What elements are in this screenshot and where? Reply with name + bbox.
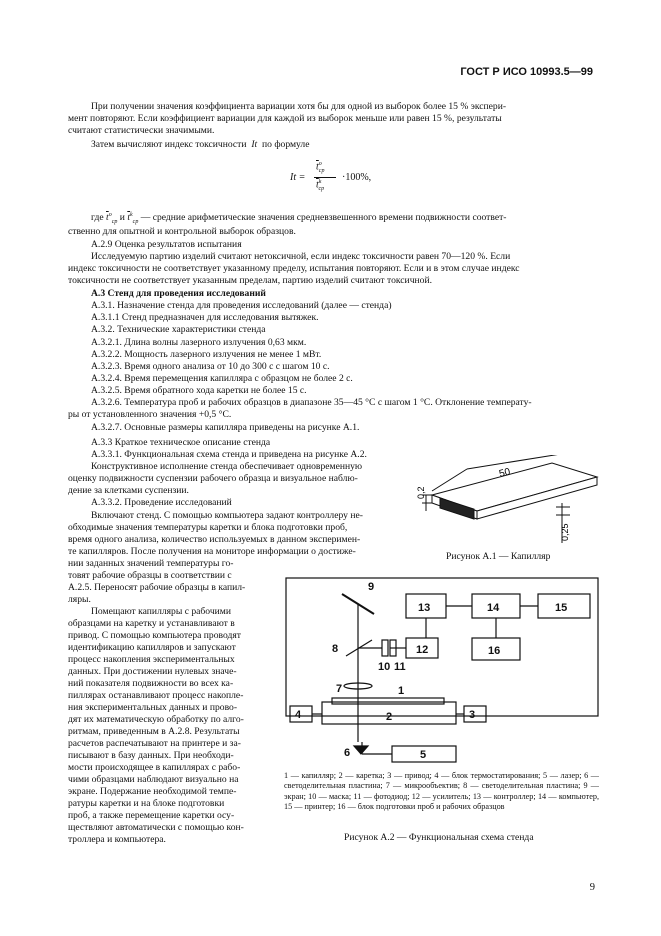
label-8: 8	[332, 643, 339, 655]
section-heading: А.3 Стенд для проведения исследований	[91, 288, 266, 299]
label-16: 16	[488, 645, 501, 657]
paragraph-line: А.3.2.4. Время перемещения капилляра с образцом не более 2 с.	[91, 373, 353, 384]
label-7: 7	[336, 683, 343, 695]
toxicity-formula: It = $\overline{t}^о_{ср}$ $\overline{t}^k_{ср}$ ·100%,	[290, 161, 372, 193]
label-2: 2	[386, 711, 393, 723]
paragraph-line: Конструктивное исполнение стенда обеспечивает одновременную	[91, 461, 363, 472]
paragraph-line: А.2.5. Переносят рабочие образцы в капил-	[68, 582, 246, 593]
dimension-length: 50	[498, 466, 512, 480]
label-12: 12	[416, 644, 429, 656]
paragraph-line: Исследуемую партию изделий считают нетоксичной, если индекс токсичности равен 70—120 %. Если	[91, 251, 511, 262]
paragraph-line: Включают стенд. С помощью компьютера задают контроллеру не-	[91, 510, 363, 521]
paragraph-line: ры от установленного значения +0,5 °С.	[68, 409, 232, 420]
paragraph-line: оценку подвижности суспензии рабочего образца и визуальное наблю-	[68, 473, 358, 484]
formula-denominator: $\overline{t}^k_{ср}$	[316, 179, 325, 193]
capillary	[332, 698, 444, 704]
page-number: 9	[589, 882, 595, 893]
capillary-figure	[412, 455, 607, 547]
paragraph-line: экране. Подержание необходимой темпе-	[68, 786, 237, 797]
paragraph-line: ратуры каретки и на блоке подготовки	[68, 798, 225, 809]
paragraph-line: ний показателя подвижности во всех ка-	[68, 678, 234, 689]
figure-a2-legend: 1 — капилляр; 2 — каретка; 3 — привод; 4 — блок термостатирования; 5 — лазер; 6 — светоделительная пластина; 7 — микрообъектив; 8 — светоделительная пластина; 9 — экран; 10 — маска; 11 — фотодиод; 12 — усилитель; 13 — контроллер; 14 — компьютер, 15 — принтер; 16 — блок подготовки проб и рабочих образцов	[284, 771, 599, 812]
formula-explanation: где $\overline{t}^о_{ср}$ и $\overline{t}^k_{ср}$ — средние арифметические значения средневзвешенного времени подвижности соответ-	[91, 212, 507, 226]
paragraph-line: ляры.	[68, 594, 91, 605]
paragraph-line: пиллярах останавливают процесс накопле-	[68, 690, 244, 701]
dimension-height: 0,2	[416, 486, 426, 499]
paragraph-line: А.3.1.1 Стенд предназначен для исследования вытяжек.	[91, 312, 319, 323]
paragraph-line: время одного анализа, количество используемых в данном эксперимен-	[68, 534, 361, 545]
label-3: 3	[469, 709, 476, 721]
paragraph-line: товят рабочие образцы в соответствии с	[68, 570, 232, 581]
label-10: 10	[378, 661, 391, 673]
paragraph-line: дят их математическую обработку по алго-	[68, 714, 244, 725]
paragraph-line: ществляют автоматически с помощью кон-	[68, 822, 244, 833]
label-4: 4	[295, 709, 302, 721]
paragraph-line: мости происходящее в капиллярах с рабо-	[68, 762, 241, 773]
label-15: 15	[555, 602, 568, 614]
paragraph-line: ния экспериментальных данных и прово-	[68, 702, 238, 713]
paragraph-line: А.3.1. Назначение стенда для проведения исследований (далее — стенда)	[91, 300, 392, 311]
label-14: 14	[487, 602, 500, 614]
dimension-width: 0,25	[560, 523, 570, 541]
fraction-bar	[314, 177, 336, 178]
paragraph-line: А.3.2.5. Время обратного хода каретки не более 15 с.	[91, 385, 307, 396]
paragraph-line: А.3.2.1. Длина волны лазерного излучения 0,63 мкм.	[91, 337, 307, 348]
paragraph-line: нии заданных значений температуры го-	[68, 558, 234, 569]
functional-scheme-figure	[282, 574, 602, 766]
label-5: 5	[420, 749, 427, 761]
label-9: 9	[368, 581, 375, 593]
paragraph-line: А.3.2.3. Время одного анализа от 10 до 300 с с шагом 10 с.	[91, 361, 330, 372]
figure-a1-caption: Рисунок А.1 — Капилляр	[446, 551, 551, 562]
paragraph-line: считают статистически значимыми.	[68, 125, 215, 136]
paragraph-line: расчетов распечатывают на принтере и за-	[68, 738, 241, 749]
paragraph-line: Помещают капилляры с рабочими	[91, 606, 231, 617]
label-11: 11	[394, 661, 406, 673]
label-13: 13	[418, 602, 431, 614]
paragraph-line: писывают в базу данных. При необходи-	[68, 750, 234, 761]
paragraph-line: дение за клетками суспензии.	[68, 485, 189, 496]
section-heading: А.3.3.2. Проведение исследований	[91, 497, 232, 508]
paragraph-line: чими образцами наблюдают визуально на	[68, 774, 239, 785]
paragraph-line: троллера и компьютера.	[68, 834, 166, 845]
paragraph-line: проб, а также перемещение каретки осу-	[68, 810, 235, 821]
figure-a2-caption: Рисунок А.2 — Функциональная схема стенда	[344, 832, 534, 843]
label-6: 6	[344, 747, 351, 759]
paragraph-line: А.3.2.7. Основные размеры капилляра приведены на рисунке А.1.	[91, 422, 360, 433]
paragraph-line: обходимые значения температуры каретки и блока подготовки проб,	[68, 522, 348, 533]
paragraph-line: идентификацию капилляров и запускают	[68, 642, 236, 653]
paragraph-line: процесс накопления экспериментальных	[68, 654, 235, 665]
paragraph-line: А.3.2.6. Температура проб и рабочих образцов в диапазоне 35—45 °С с шагом 1 °С. Отклонение температу-	[91, 397, 532, 408]
paragraph-line: те капилляров. После получения на мониторе информации о достиже-	[68, 546, 356, 557]
paragraph-line: А.3.2. Технические характеристики стенда	[91, 324, 266, 335]
document-header: ГОСТ Р ИСО 10993.5—99	[460, 66, 593, 78]
formula-intro: Затем вычисляют индекс токсичности It по формуле	[91, 139, 310, 150]
formula-numerator: $\overline{t}^о_{ср}$	[316, 161, 325, 175]
label-1: 1	[398, 685, 405, 697]
paragraph-line: данных. При достижении нулевых значе-	[68, 666, 237, 677]
paragraph-line: привод. С помощью компьютера проводят	[68, 630, 241, 641]
paragraph-line: токсичности не соответствует указанным пределам, партию изделий считают токсичной.	[68, 275, 432, 286]
paragraph-line: А.3.2.2. Мощность лазерного излучения не менее 1 мВт.	[91, 349, 322, 360]
paragraph-line: А.3.3.1. Функциональная схема стенда и приведена на рисунке А.2.	[91, 449, 367, 460]
paragraph-line: ритмам, приведенным в А.2.8. Результаты	[68, 726, 240, 737]
paragraph-line: ственно для опытной и контрольной выборок образцов.	[68, 226, 296, 237]
paragraph-line: При получении значения коэффициента вариации хотя бы для одной из выборок более 15 % экспери-	[91, 101, 507, 112]
section-heading: А.3.3 Краткое техническое описание стенда	[91, 437, 271, 448]
paragraph-line: индекс токсичности не соответствует указанному пределу, испытания повторяют. Если и в этом случае индекс	[68, 263, 520, 274]
paragraph-line: образцами на каретку и устанавливают в	[68, 618, 235, 629]
paragraph-line: мент повторяют. Если коэффициент вариации для каждой из выборок меньше или равен 15 %, результаты	[68, 113, 502, 124]
section-heading: А.2.9 Оценка результатов испытания	[91, 239, 242, 250]
